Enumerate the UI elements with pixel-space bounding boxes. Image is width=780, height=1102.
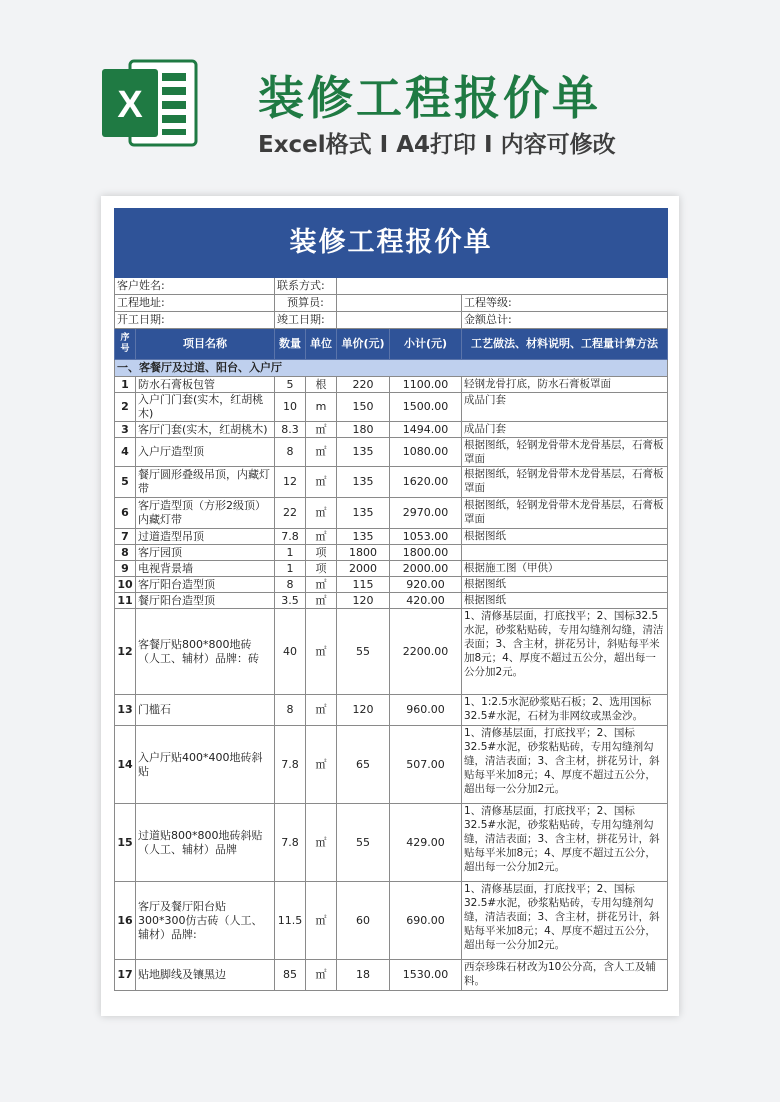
item-desc[interactable]: 1、清修基层面，打底找平；2、国标32.5水泥，砂浆粘贴砖，专用勾缝剂勾缝，清洁表面；3、含主材，拼花另计，斜贴每平米加8元；4、厚度不超过五公分，超出每一公分加2元。 [462, 609, 668, 695]
item-price[interactable]: 150 [337, 393, 390, 422]
item-desc[interactable]: 1、清修基层面，打底找平；2、国标32.5#水泥，砂浆粘贴砖，专用勾缝剂勾缝，清洁表面；3、含主材，拼花另计，斜贴每平米加8元；4、厚度不超过五公分，超出每一公分加2元。 [462, 804, 668, 882]
table-row [115, 529, 668, 545]
item-desc[interactable]: 根据图纸，轻钢龙骨带木龙骨基层，石膏板罩面 [462, 438, 668, 467]
table-row [115, 726, 668, 804]
item-desc[interactable]: 成品门套 [462, 393, 668, 422]
contact-value[interactable] [337, 278, 668, 295]
item-unit[interactable]: 项 [306, 545, 337, 561]
item-subtotal[interactable]: 1080.00 [390, 438, 462, 467]
item-unit[interactable]: ㎡ [306, 529, 337, 545]
col-header-name: 项目名称 [136, 329, 275, 360]
item-unit[interactable]: ㎡ [306, 438, 337, 467]
section-title: 一、客餐厅及过道、阳台、入户厅 [115, 360, 668, 377]
item-name[interactable]: 客厅园顶 [136, 545, 275, 561]
table-row [115, 545, 668, 561]
item-number[interactable]: 6 [115, 498, 136, 529]
item-desc[interactable]: 根据图纸，轻钢龙骨带木龙骨基层，石膏板罩面 [462, 467, 668, 498]
item-unit[interactable]: ㎡ [306, 960, 337, 991]
item-number[interactable]: 7 [115, 529, 136, 545]
item-desc[interactable]: 西奈珍珠石材改为10公分高，含人工及辅料。 [462, 960, 668, 991]
item-subtotal[interactable]: 1494.00 [390, 422, 462, 438]
section-row [115, 360, 668, 377]
table-row [115, 577, 668, 593]
item-name[interactable]: 过道贴800*800地砖斜贴（人工、辅材）品牌 [136, 804, 275, 882]
item-qty[interactable]: 3.5 [275, 593, 306, 609]
col-header-qty: 数量 [275, 329, 306, 360]
item-qty[interactable]: 5 [275, 377, 306, 393]
item-qty[interactable]: 7.8 [275, 726, 306, 804]
item-number[interactable]: 16 [115, 882, 136, 960]
item-unit[interactable]: ㎡ [306, 467, 337, 498]
item-unit[interactable]: 项 [306, 561, 337, 577]
item-price[interactable]: 55 [337, 609, 390, 695]
item-desc[interactable]: 根据图纸 [462, 593, 668, 609]
item-name[interactable]: 入户厅造型顶 [136, 438, 275, 467]
item-number[interactable]: 5 [115, 467, 136, 498]
item-name[interactable]: 客厅门套(实木，红胡桃木) [136, 422, 275, 438]
item-subtotal[interactable]: 1500.00 [390, 393, 462, 422]
budget-value[interactable] [337, 295, 462, 312]
item-name[interactable]: 入户门门套(实木，红胡桃木) [136, 393, 275, 422]
item-name[interactable]: 贴地脚线及镶黑边 [136, 960, 275, 991]
item-desc[interactable]: 根据施工图（甲供） [462, 561, 668, 577]
item-subtotal[interactable]: 960.00 [390, 695, 462, 726]
item-qty[interactable]: 1 [275, 545, 306, 561]
item-qty[interactable]: 11.5 [275, 882, 306, 960]
col-header-unit: 单位 [306, 329, 337, 360]
excel-logo-icon [100, 55, 200, 151]
item-number[interactable]: 17 [115, 960, 136, 991]
item-subtotal[interactable]: 2000.00 [390, 561, 462, 577]
document-page [101, 196, 679, 1016]
item-subtotal[interactable]: 1800.00 [390, 545, 462, 561]
table-row [115, 695, 668, 726]
sheet-title-row [115, 209, 668, 278]
item-qty[interactable]: 10 [275, 393, 306, 422]
item-subtotal[interactable]: 1100.00 [390, 377, 462, 393]
item-number[interactable]: 2 [115, 393, 136, 422]
item-subtotal[interactable]: 507.00 [390, 726, 462, 804]
table-row [115, 438, 668, 467]
end-date-value[interactable] [337, 312, 462, 329]
budget-label: 预算员: [275, 295, 337, 312]
item-unit[interactable]: ㎡ [306, 422, 337, 438]
item-unit[interactable]: ㎡ [306, 498, 337, 529]
table-row [115, 609, 668, 695]
item-number[interactable]: 8 [115, 545, 136, 561]
item-subtotal[interactable]: 420.00 [390, 593, 462, 609]
item-unit[interactable]: ㎡ [306, 695, 337, 726]
item-unit[interactable]: ㎡ [306, 726, 337, 804]
poster-header [0, 0, 780, 190]
item-qty[interactable]: 40 [275, 609, 306, 695]
col-header-price: 单价(元) [337, 329, 390, 360]
item-unit[interactable]: m [306, 393, 337, 422]
item-price[interactable]: 135 [337, 498, 390, 529]
item-qty[interactable]: 8 [275, 695, 306, 726]
total-amount-label: 金额总计: [462, 312, 668, 329]
item-qty[interactable]: 85 [275, 960, 306, 991]
item-price[interactable]: 120 [337, 695, 390, 726]
quotation-table [114, 208, 668, 991]
item-subtotal[interactable]: 2200.00 [390, 609, 462, 695]
poster-title: 装修工程报价单 [258, 71, 601, 125]
item-number[interactable]: 15 [115, 804, 136, 882]
address-label: 工程地址: [115, 295, 275, 312]
item-price[interactable]: 65 [337, 726, 390, 804]
item-qty[interactable]: 22 [275, 498, 306, 529]
item-name[interactable]: 门槛石 [136, 695, 275, 726]
item-qty[interactable]: 1 [275, 561, 306, 577]
item-desc[interactable]: 1、1:2.5水泥砂浆贴石板；2、选用国标32.5#水泥，石材为非网纹或黑金沙。 [462, 695, 668, 726]
item-number[interactable]: 11 [115, 593, 136, 609]
item-desc[interactable]: 成品门套 [462, 422, 668, 438]
item-qty[interactable]: 8 [275, 438, 306, 467]
item-number[interactable]: 1 [115, 377, 136, 393]
item-qty[interactable]: 12 [275, 467, 306, 498]
item-unit[interactable]: ㎡ [306, 577, 337, 593]
item-price[interactable]: 135 [337, 529, 390, 545]
item-price[interactable]: 135 [337, 438, 390, 467]
item-price[interactable]: 60 [337, 882, 390, 960]
item-qty[interactable]: 7.8 [275, 804, 306, 882]
item-unit[interactable]: ㎡ [306, 882, 337, 960]
item-price[interactable]: 115 [337, 577, 390, 593]
item-desc[interactable]: 1、清修基层面，打底找平；2、国标32.5#水泥，砂浆粘贴砖，专用勾缝剂勾缝，清洁表面；3、含主材，拼花另计，斜贴每平米加8元；4、厚度不超过五公分，超出每一公分加2元。 [462, 882, 668, 960]
item-price[interactable]: 2000 [337, 561, 390, 577]
item-unit[interactable]: 根 [306, 377, 337, 393]
item-subtotal[interactable]: 1530.00 [390, 960, 462, 991]
item-desc[interactable] [462, 545, 668, 561]
item-name[interactable]: 客餐厅贴800*800地砖（人工、辅材）品牌：砖 [136, 609, 275, 695]
item-qty[interactable]: 8.3 [275, 422, 306, 438]
table-row [115, 377, 668, 393]
item-number[interactable]: 4 [115, 438, 136, 467]
grade-label: 工程等级: [462, 295, 668, 312]
item-desc[interactable]: 根据图纸 [462, 577, 668, 593]
start-date-label: 开工日期: [115, 312, 275, 329]
item-price[interactable]: 1800 [337, 545, 390, 561]
item-name[interactable]: 餐厅圆形叠级吊顶，内藏灯带 [136, 467, 275, 498]
item-unit[interactable]: ㎡ [306, 609, 337, 695]
col-header-subtotal: 小计(元) [390, 329, 462, 360]
item-qty[interactable]: 7.8 [275, 529, 306, 545]
item-subtotal[interactable]: 429.00 [390, 804, 462, 882]
item-qty[interactable]: 8 [275, 577, 306, 593]
col-header-no: 序号 [115, 329, 136, 360]
item-unit[interactable]: ㎡ [306, 804, 337, 882]
item-number[interactable]: 13 [115, 695, 136, 726]
info-row [115, 278, 668, 295]
item-number[interactable]: 12 [115, 609, 136, 695]
item-desc[interactable]: 1、清修基层面，打底找平；2、国标32.5#水泥，砂浆粘贴砖，专用勾缝剂勾缝，清洁表面；3、含主材，拼花另计，斜贴每平米加8元；4、厚度不超过五公分，超出每一公分加2元。 [462, 726, 668, 804]
poster-subtitle: Excel格式 I A4打印 I 内容可修改 [258, 132, 616, 158]
table-row [115, 561, 668, 577]
item-name[interactable]: 防水石膏板包管 [136, 377, 275, 393]
item-unit[interactable]: ㎡ [306, 593, 337, 609]
table-row [115, 804, 668, 882]
item-desc[interactable]: 轻钢龙骨打底，防水石膏板罩面 [462, 377, 668, 393]
item-name[interactable]: 餐厅阳台造型顶 [136, 593, 275, 609]
item-price[interactable]: 220 [337, 377, 390, 393]
item-name[interactable]: 过道造型吊顶 [136, 529, 275, 545]
item-name[interactable]: 电视背景墙 [136, 561, 275, 577]
item-name[interactable]: 入户厅贴400*400地砖斜贴 [136, 726, 275, 804]
col-header-desc: 工艺做法、材料说明、工程量计算方法 [462, 329, 668, 360]
item-price[interactable]: 120 [337, 593, 390, 609]
item-price[interactable]: 18 [337, 960, 390, 991]
table-row [115, 882, 668, 960]
table-row [115, 593, 668, 609]
item-desc[interactable]: 根据图纸 [462, 529, 668, 545]
item-subtotal[interactable]: 2970.00 [390, 498, 462, 529]
table-row [115, 467, 668, 498]
column-header-row [115, 329, 668, 360]
table-row [115, 960, 668, 991]
customer-name-label: 客户姓名: [115, 278, 275, 295]
item-name[interactable]: 客厅阳台造型顶 [136, 577, 275, 593]
item-name[interactable]: 客厅造型顶（方形2级顶）内藏灯带 [136, 498, 275, 529]
item-price[interactable]: 180 [337, 422, 390, 438]
logo-letter: X [117, 84, 143, 126]
item-price[interactable]: 135 [337, 467, 390, 498]
table-row [115, 393, 668, 422]
item-number[interactable]: 10 [115, 577, 136, 593]
table-row [115, 498, 668, 529]
contact-label: 联系方式: [275, 278, 337, 295]
item-subtotal[interactable]: 1053.00 [390, 529, 462, 545]
item-subtotal[interactable]: 1620.00 [390, 467, 462, 498]
item-number[interactable]: 14 [115, 726, 136, 804]
info-row [115, 312, 668, 329]
table-row [115, 422, 668, 438]
item-subtotal[interactable]: 690.00 [390, 882, 462, 960]
item-number[interactable]: 9 [115, 561, 136, 577]
item-desc[interactable]: 根据图纸，轻钢龙骨带木龙骨基层，石膏板罩面 [462, 498, 668, 529]
end-date-label: 竣工日期: [275, 312, 337, 329]
item-subtotal[interactable]: 920.00 [390, 577, 462, 593]
item-rows [115, 377, 668, 991]
item-price[interactable]: 55 [337, 804, 390, 882]
sheet-title: 装修工程报价单 [115, 209, 668, 278]
item-name[interactable]: 客厅及餐厅阳台贴300*300仿古砖（人工、辅材）品牌: [136, 882, 275, 960]
info-row [115, 295, 668, 312]
item-number[interactable]: 3 [115, 422, 136, 438]
